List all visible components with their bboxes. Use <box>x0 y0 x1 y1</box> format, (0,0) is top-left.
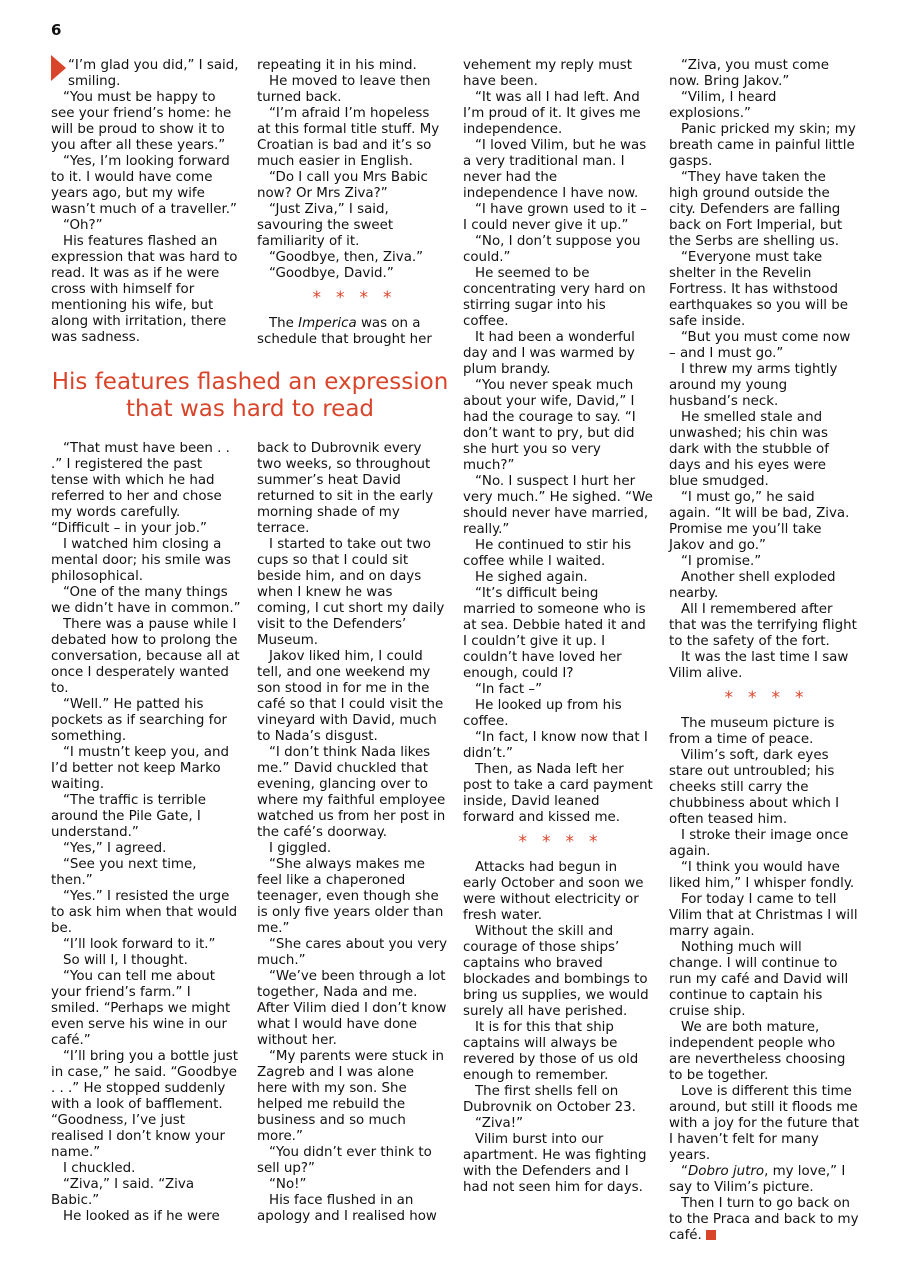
paragraph: The first shells fell on Dubrovnik on October 23. <box>463 1084 636 1115</box>
paragraph: “I’ll look forward to it.” <box>63 937 216 952</box>
paragraph: “Yes,” I agreed. <box>63 841 167 856</box>
paragraph: I threw my arms tightly around my young husband’s neck. <box>669 362 838 409</box>
ship-name: Imperica <box>298 316 357 331</box>
paragraph: “Vilim, I heard explosions.” <box>669 90 777 121</box>
paragraph: “They have taken the high ground outside the city. Defenders are falling back on Fort Imperial, but the Serbs are shelling us. <box>669 170 843 249</box>
paragraph: Then, as Nada left her post to take a card payment inside, David leaned forward and kissed me. <box>463 762 653 825</box>
paragraph: I stroke their image once again. <box>669 828 849 859</box>
paragraph: “You must be happy to see your friend’s home: he will be proud to show it to you after all these years.” <box>51 90 232 153</box>
paragraph: repeating it in his mind. <box>257 58 417 73</box>
paragraph: “The traffic is terrible around the Pile Gate, I understand.” <box>51 793 207 840</box>
paragraph: Vilim burst into our apartment. He was fighting with the Defenders and I had not seen him for days. <box>463 1132 647 1195</box>
text-run: The <box>269 316 299 331</box>
paragraph: “In fact –” <box>475 682 543 697</box>
paragraph: back to Dubrovnik every two weeks, so throughout summer’s heat David returned to sit in the early morning shade of my terrace. <box>257 441 434 536</box>
paragraph: Nothing much will change. I will continue to run my café and David will continue to captain his cruise ship. <box>669 940 849 1019</box>
paragraph: “No, I don’t suppose you could.” <box>463 234 641 265</box>
croatian-greeting: Dobro jutro <box>687 1164 765 1179</box>
paragraph: “I’m glad you did,” I said, smiling. <box>68 58 239 89</box>
paragraph: “Ziva, you must come now. Bring Jakov.” <box>669 58 829 89</box>
paragraph: “My parents were stuck in Zagreb and I was alone here with my son. She helped me rebuild the business and so much more.” <box>257 1049 444 1144</box>
paragraph: “Goodbye, then, Ziva.” <box>269 250 424 265</box>
paragraph: “Well.” He patted his pockets as if searching for something. <box>51 697 228 744</box>
paragraph: For today I came to tell Vilim that at Christmas I will marry again. <box>669 892 858 939</box>
paragraph: “Just Ziva,” I said, savouring the sweet familiarity of it. <box>257 202 394 249</box>
paragraph: The museum picture is from a time of peace. <box>669 716 835 747</box>
page-number: 6 <box>51 21 62 39</box>
paragraph <box>669 1196 859 1244</box>
paragraph: “I think you would have liked him,” I whisper fondly. <box>669 860 855 891</box>
paragraph: “Ziva!” <box>475 1116 524 1131</box>
paragraph: He looked up from his coffee. <box>463 698 622 729</box>
paragraph: “You didn’t ever think to sell up?” <box>257 1145 432 1176</box>
text-run: was on a schedule that brought her <box>257 316 432 347</box>
pull-quote <box>51 369 449 423</box>
paragraph: “One of the many things we didn’t have in common.” <box>51 585 241 616</box>
paragraph: I started to take out two cups so that I could sit beside him, and on days when I knew he was coming, I cut short my daily visit to the Defenders’ Museum. <box>257 537 445 648</box>
paragraph: “That must have been . . .” I registered the past tense with which he had referred to her and chose my words carefully. “Difficult – in your job.” <box>51 441 230 536</box>
text-run: “ <box>681 1164 688 1179</box>
text-run: , my love,” I say to Vilim’s picture. <box>669 1164 846 1195</box>
paragraph: I watched him closing a mental door; his smile was philosophical. <box>51 537 231 584</box>
paragraph: “You never speak much about your wife, David,” I had the courage to say. “I don’t want to pry, but did she hurt you so very much?” <box>463 378 636 473</box>
paragraph: vehement my reply must have been. <box>463 58 632 89</box>
paragraph: Panic pricked my skin; my breath came in painful little gasps. <box>669 122 856 169</box>
paragraph: He continued to stir his coffee while I waited. <box>463 538 632 569</box>
paragraph: I chuckled. <box>63 1161 136 1176</box>
paragraph: So will I, I thought. <box>63 953 188 968</box>
column-3 <box>463 58 653 1196</box>
paragraph: Another shell exploded nearby. <box>669 570 836 601</box>
paragraph: “In fact, I know now that I didn’t.” <box>463 730 648 761</box>
text-run: Then I turn to go back on to the Praca and back to my café. <box>669 1196 859 1243</box>
paragraph: It was the last time I saw Vilim alive. <box>669 650 849 681</box>
paragraph: “It’s difficult being married to someone who is at sea. Debbie hated it and I couldn’t give it up. I couldn’t have loved her enough, could I? <box>463 586 646 681</box>
paragraph: “She always makes me feel like a chaperoned teenager, even though she is only five years older than me.” <box>257 857 444 936</box>
paragraph: “Yes, I’m looking forward to it. I would have come years ago, but my wife wasn’t much of a traveller.” <box>51 154 237 217</box>
paragraph <box>257 316 447 348</box>
column-2-bottom <box>257 441 447 1225</box>
paragraph: His face flushed in an apology and I realised how <box>257 1193 437 1224</box>
paragraph: I giggled. <box>269 841 332 856</box>
end-of-story-square-icon <box>706 1230 716 1240</box>
paragraph: “No. I suspect I hurt her very much.” He sighed. “We should never have married, really.” <box>463 474 653 537</box>
paragraph: Without the skill and courage of those ships’ captains who braved blockades and bombings to bring us supplies, we would surely all have perished. <box>463 924 649 1019</box>
column-1-bottom <box>51 441 241 1225</box>
paragraph: “I mustn’t keep you, and I’d better not keep Marko waiting. <box>51 745 229 792</box>
paragraph: “No!” <box>269 1177 307 1192</box>
paragraph: It had been a wonderful day and I was warmed by plum brandy. <box>463 330 635 377</box>
section-separator: **** <box>312 288 407 308</box>
paragraph: His features flashed an expression that was hard to read. It was as if he were cross with himself for mentioning his wife, but along with irritation, there was sadness. <box>51 234 238 345</box>
paragraph: “I loved Vilim, but he was a very traditional man. I never had the independence I have now. <box>463 138 647 201</box>
section-separator: **** <box>724 688 819 708</box>
paragraph: We are both mature, independent people who are nevertheless choosing to be together. <box>669 1020 846 1083</box>
paragraph: “It was all I had left. And I’m proud of it. It gives me independence. <box>463 90 641 137</box>
paragraph: “I must go,” he said again. “It will be bad, Ziva. Promise me you’ll take Jakov and go.” <box>669 490 850 553</box>
paragraph: “I have grown used to it – I could never give it up.” <box>463 202 647 233</box>
paragraph: “Ziva,” I said. “Ziva Babic.” <box>51 1177 195 1208</box>
paragraph: He sighed again. <box>475 570 588 585</box>
paragraph: Love is different this time around, but still it floods me with a joy for the future that I haven’t felt for many years. <box>669 1084 859 1163</box>
paragraph: “I don’t think Nada likes me.” David chuckled that evening, glancing over to where my faithful employee watched us from her post in the café’s doorway. <box>257 745 446 840</box>
paragraph: Vilim’s soft, dark eyes stare out untroubled; his cheeks still carry the chubbiness about which I often teased him. <box>669 748 840 827</box>
column-4 <box>669 58 859 1244</box>
paragraph: He moved to leave then turned back. <box>257 74 431 105</box>
paragraph <box>669 1164 859 1196</box>
paragraph: “Everyone must take shelter in the Revelin Fortress. It has withstood earthquakes so you will be safe inside. <box>669 250 849 329</box>
paragraph: All I remembered after that was the terrifying flight to the safety of the fort. <box>669 602 857 649</box>
paragraph: It is for this that ship captains will always be revered by those of us old enough to remember. <box>463 1020 639 1083</box>
column-1-top <box>51 58 241 346</box>
pull-quote-line: that was hard to read <box>125 396 375 422</box>
paragraph: “Yes.” I resisted the urge to ask him when that would be. <box>51 889 238 936</box>
paragraph: He looked as if he were <box>63 1209 220 1224</box>
paragraph: “See you next time, then.” <box>51 857 197 888</box>
section-separator: **** <box>518 832 613 852</box>
paragraph: “I’ll bring you a bottle just in case,” he said. “Goodbye . . .” He stopped suddenly with a look of bafflement. “Goodness, I’ve just realised I don’t know your name.” <box>51 1049 238 1160</box>
paragraph: “I’m afraid I’m hopeless at this formal title stuff. My Croatian is bad and it’s so much easier in English. <box>257 106 440 169</box>
paragraph: “You can tell me about your friend’s farm.” I smiled. “Perhaps we might even serve his wine in our café.” <box>51 969 231 1048</box>
paragraph: Attacks had begun in early October and soon we were without electricity or fresh water. <box>463 860 644 923</box>
column-2-top <box>257 58 447 348</box>
paragraph: “Oh?” <box>63 218 103 233</box>
paragraph: “She cares about you very much.” <box>257 937 448 968</box>
paragraph: “Goodbye, David.” <box>269 266 394 281</box>
paragraph: “We’ve been through a lot together, Nada and me. After Vilim died I don’t know what I would have done without her. <box>257 969 447 1048</box>
paragraph: “I promise.” <box>681 554 762 569</box>
paragraph: Jakov liked him, I could tell, and one weekend my son stood in for me in the café so that I could visit the vineyard with David, much to Nada’s disgust. <box>257 649 444 744</box>
paragraph: “Do I call you Mrs Babic now? Or Mrs Ziva?” <box>257 170 428 201</box>
paragraph: There was a pause while I debated how to prolong the conversation, because all at once I desperately wanted to. <box>51 617 240 696</box>
paragraph: “But you must come now – and I must go.” <box>669 330 851 361</box>
pull-quote-line: His features flashed an expression <box>51 369 449 395</box>
paragraph: He smelled stale and unwashed; his chin was dark with the stubble of days and his eyes were blue smudged. <box>669 410 829 489</box>
paragraph: He seemed to be concentrating very hard on stirring sugar into his coffee. <box>463 266 646 329</box>
